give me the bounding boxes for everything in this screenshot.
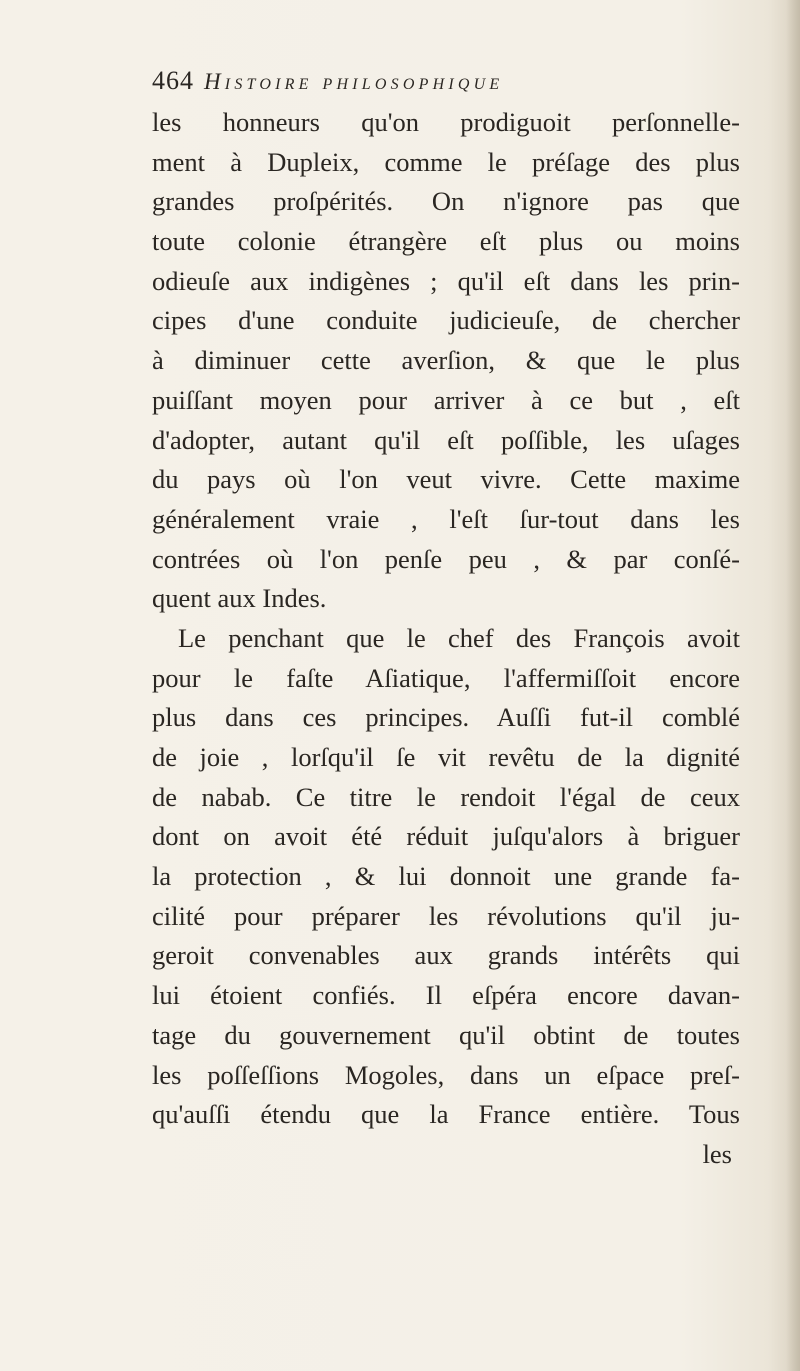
paragraph-end-line: quent aux Indes.: [152, 583, 327, 614]
text-line: les honneurs qu'on prodiguoit perſonnelle-: [152, 107, 740, 137]
body-text: [152, 103, 740, 1175]
text-line: cipes d'une conduite judicieuſe, de chercher: [152, 305, 740, 336]
text-line: la protection , & lui donnoit une grande fa-: [152, 861, 740, 892]
text-line: généralement vraie , l'eſt ſur-tout dans les: [152, 503, 740, 534]
text-line: dont on avoit été réduit juſqu'alors à briguer: [152, 821, 740, 852]
paragraph-start-line: Le penchant que le chef des François avoit: [178, 622, 740, 653]
text-line: puiſſant moyen pour arriver à ce but , eſt: [152, 384, 740, 415]
text-line: de joie , lorſqu'il ſe vit revêtu de la dignité: [152, 742, 740, 772]
text-line: lui étoient confiés. Il eſpéra encore davan-: [152, 980, 740, 1011]
text-line: d'adopter, autant qu'il eſt poſſible, les uſages: [152, 424, 740, 455]
text-line: pour le faſte Aſiatique, l'affermiſſoit encore: [152, 662, 740, 693]
text-line: à diminuer cette averſion, & que le plus: [152, 345, 740, 376]
text-line: contrées où l'on penſe peu , & par conſé-: [152, 543, 740, 574]
text-line: cilité pour préparer les révolutions qu'il ju-: [152, 900, 740, 931]
text-line: geroit convenables aux grands intérêts qui: [152, 940, 740, 971]
text-line: toute colonie étrangère eſt plus ou moins: [152, 226, 740, 257]
text-line: ment à Dupleix, comme le préſage des plus: [152, 146, 740, 177]
text-line: les poſſeſſions Mogoles, dans un eſpace preſ-: [152, 1059, 740, 1090]
catchword: les: [702, 1138, 732, 1169]
page-number: 464: [152, 66, 194, 95]
text-line: tage du gouvernement qu'il obtint de toutes: [152, 1019, 740, 1050]
text-line: qu'auſſi étendu que la France entière. Tous: [152, 1099, 740, 1130]
text-line: odieuſe aux indigènes ; qu'il eſt dans les prin-: [152, 265, 740, 296]
running-title: Histoire philosophique: [204, 69, 504, 94]
running-head: [152, 66, 503, 106]
text-line: grandes proſpérités. On n'ignore pas que: [152, 186, 740, 217]
page-edge-shadow: [786, 0, 800, 1371]
text-line: de nabab. Ce titre le rendoit l'égal de ceux: [152, 781, 740, 812]
text-line: du pays où l'on veut vivre. Cette maxime: [152, 464, 740, 495]
text-line: plus dans ces principes. Auſſi fut-il comblé: [152, 702, 740, 733]
